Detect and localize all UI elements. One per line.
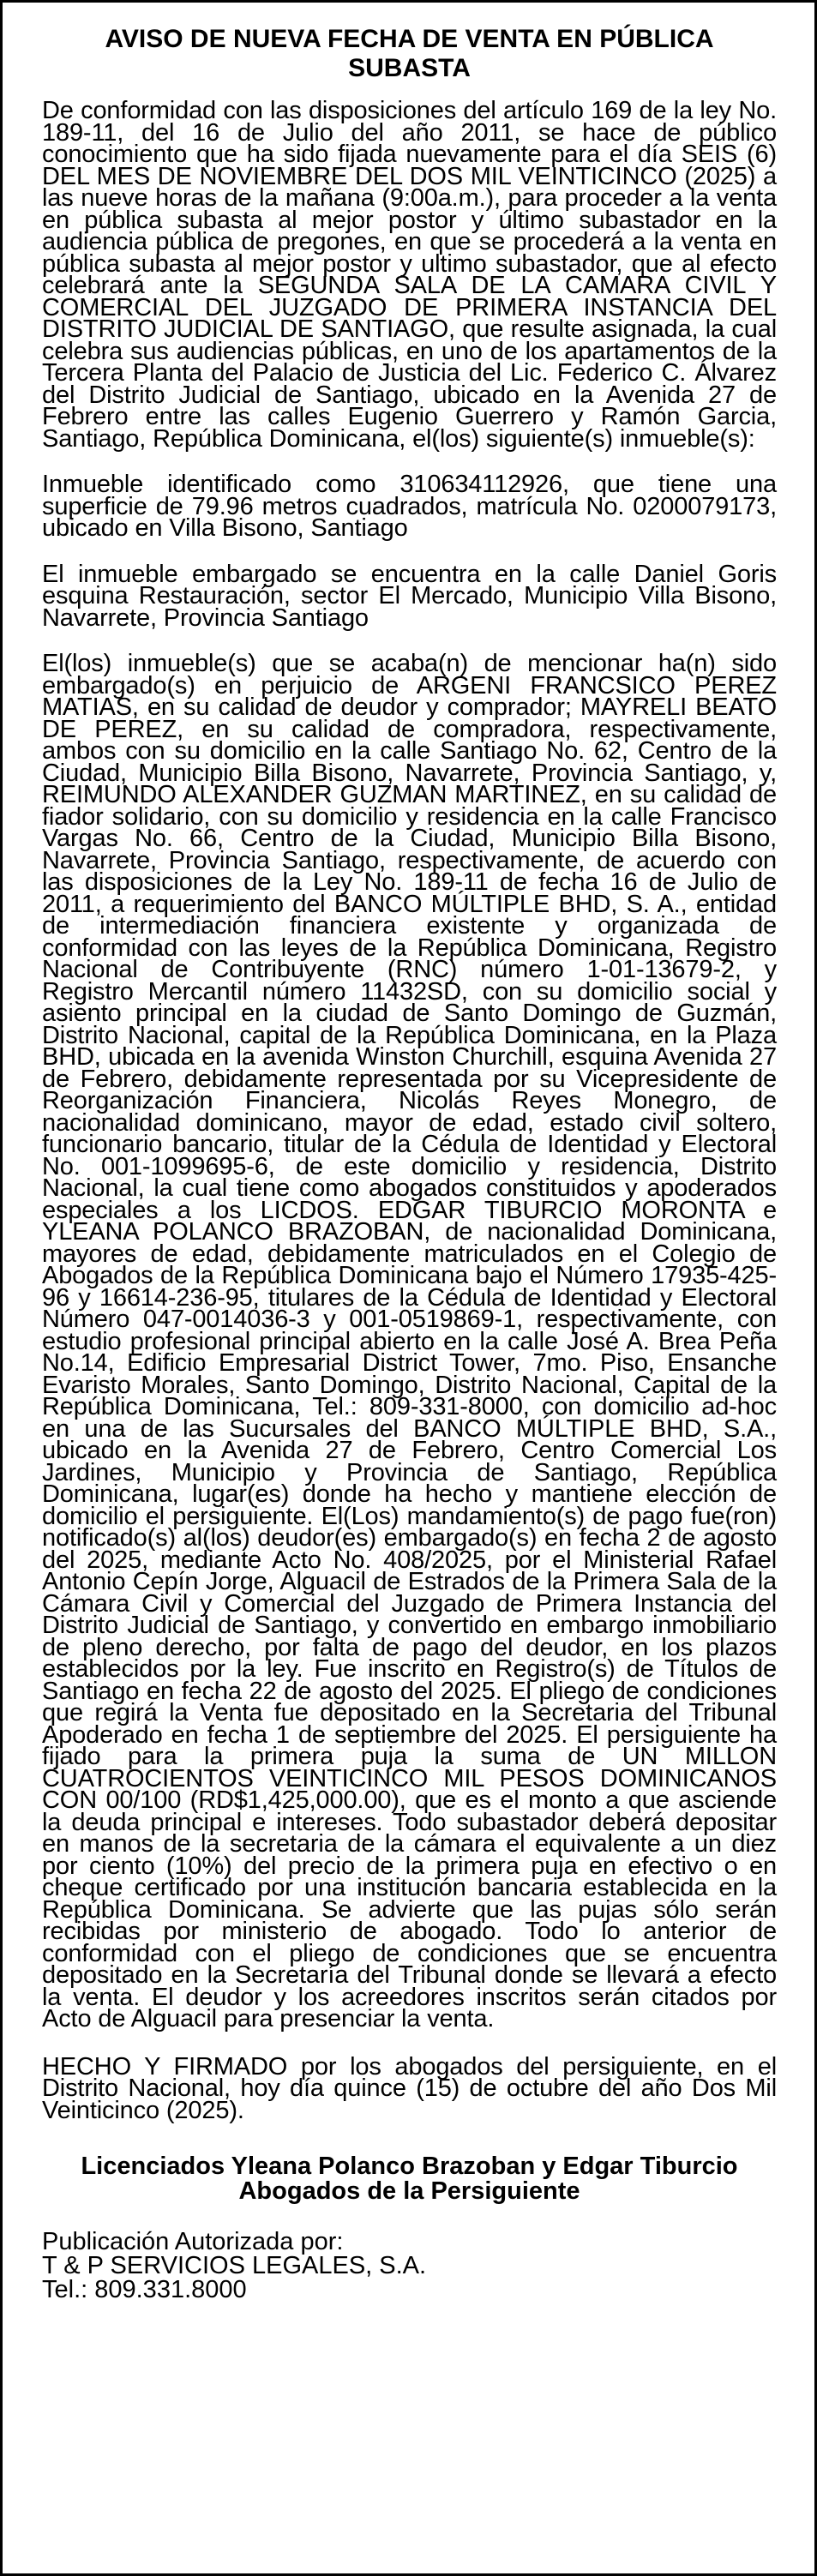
paragraph-auction-date: De conformidad con las disposiciones del artículo 169 de la ley No. 189-11, del 16 de Julio del año 2011, se hace de público conocimiento que ha sido fijada nuevamente para el día SEIS (6) DEL MES DE NOVIEMBRE DEL DOS MIL VEINTICINCO (2025) a las nueve horas de la mañana (9:00a.m.), para proceder a la venta en pública subasta al mejor postor y último subastador en la audiencia pública de pregones, en que se procederá a la venta en pública subasta al mejor postor y ultimo subastador, que al efecto celebrará ante la SEGUNDA SALA DE LA CAMARA CIVIL Y COMERCIAL DEL JUZGADO DE PRIMERA INSTANCIA DEL DISTRITO JUDICIAL DE SANTIAGO, que resulte asignada, la cual celebra sus audiencias públicas, en uno de los apartamentos de la Tercera Planta del Palacio de Justicia del Lic. Federico C. Álvarez del Distrito Judicial de Santiago, ubicado en la Avenida 27 de Febrero entre las calles Eugenio Guerrero y Ramón Garcia, Santiago, República Dominicana, el(los) siguiente(s) inmueble(s): [42,97,777,453]
paragraph-property-location: El inmueble embargado se encuentra en la calle Daniel Goris esquina Restauración, sector El Mercado, Municipio Villa Bisono, Navarrete, Provincia Santiago [42,560,777,632]
paragraph-signed: HECHO Y FIRMADO por los abogados del persiguiente, en el Distrito Nacional, hoy día quince (15) de octubre del año Dos Mil Veinticinco (2025). [42,2052,777,2124]
paragraph-property-id: Inmueble identificado como 310634112926, que tiene una superficie de 79.96 metros cuadrados, matrícula No. 0200079173, ubicado en Villa Bisono, Santiago [42,471,777,542]
publisher-label: Publicación Autorizada por: [42,2228,344,2255]
signature-role: Abogados de la Persiguiente [238,2177,580,2205]
signature-names: Licenciados Yleana Polanco Brazoban y Edgar Tiburcio [81,2153,738,2180]
signature-block [42,2154,777,2204]
notice-title: AVISO DE NUEVA FECHA DE VENTA EN PÚBLICA SUBASTA [105,25,714,82]
paragraph-seizure-details: El(los) inmueble(s) que se acaba(n) de mencionar ha(n) sido embargado(s) en perjuicio de ARGENI FRANCSICO PEREZ MATIAS, en su calidad de deudor y comprador; MAYRELI BEATO DE PEREZ, en su calidad de compradora, respectivamente, ambos con su domicilio en la calle Santiago No. 62, Centro de la Ciudad, Municipio Billa Bisono, Navarrete, Provincia Santiago, y, REIMUNDO ALEXANDER GUZMAN MARTINEZ, en su calidad de fiador solidario, con su domicilio y residencia en la calle Francisco Vargas No. 66, Centro de la Ciudad, Municipio Billa Bisono, Navarrete, Provincia Santiago, respectivamente, de acuerdo con las disposiciones de la Ley No. 189-11 de fecha 16 de Julio de 2011, a requerimiento del BANCO MÚLTIPLE BHD, S. A., entidad de intermediación financiera existente y organizada de conformidad con las leyes de la República Dominicana, Registro Nacional de Contribuyente (RNC) número 1-01-13679-2, y Registro Mercantil número 11432SD, con su domicilio social y asiento principal en la ciudad de Santo Domingo de Guzmán, Distrito Nacional, capital de la República Dominicana, en la Plaza BHD, ubicada en la avenida Winston Churchill, esquina Avenida 27 de Febrero, debidamente representada por su Vicepresidente de Reorganización Financiera, Nicolás Reyes Monegro, de nacionalidad dominicano, mayor de edad, estado civil soltero, funcionario bancario, titular de la Cédula de Identidad y Electoral No. 001-1099695-6, de este domicilio y residencia, Distrito Nacional, la cual tiene como abogados constituidos y apoderados especiales a los LICDOS. EDGAR TIBURCIO MORONTA e YLEANA POLANCO BRAZOBAN, de nacionalidad Dominicana, mayores de edad, debidamente matriculados en el Colegio de Abogados de la República Dominicana bajo el Número 17935-425-96 y 16614-236-95, titulares de la Cédula de Identidad y Electoral Número 047-0014036-3 y 001-0519869-1, respectivamente, con estudio profesional principal abierto en la calle José A. Brea Peña No.14, Edificio Empresarial District Tower, 7mo. Piso, Ensanche Evaristo Morales, Santo Domingo, Distrito Nacional, Capital de la República Dominicana, Tel.: 809-331-8000, con domicilio ad-hoc en una de las Sucursales del BANCO MÚLTIPLE BHD, S.A., ubicado en la Avenida 27 de Febrero, Centro Comercial Los Jardines, Municipio y Provincia de Santiago, República Dominicana, lugar(es) donde ha hecho y mantiene elección de domicilio el persiguiente. El(Los) mandamiento(s) de pago fue(ron) notificado(s) al(los) deudor(es) embargado(s) en fecha 2 de agosto del 2025, mediante Acto No. 408/2025, por el Ministerial Rafael Antonio Cepín Jorge, Alguacil de Estrados de la Primera Sala de la Cámara Civil y Comercial del Juzgado de Primera Instancia del Distrito Judicial de Santiago, y convertido en embargo inmobiliario de pleno derecho, por falta de pago del deudor, en los plazos establecidos por la ley. Fue inscrito en Registro(s) de Títulos de Santiago en fecha 22 de agosto del 2025. El pliego de condiciones que regirá la Venta fue depositado en la Secretaria del Tribunal Apoderado en fecha 1 de septiembre del 2025. El persiguiente ha fijado para la primera puja la suma de UN MILLON CUATROCIENTOS VEINTICINCO MIL PESOS DOMINICANOS CON 00/100 (RD$1,425,000.00), que es el monto a que asciende la deuda principal e intereses. Todo subastador deberá depositar en manos de la secretaria de la cámara el equivalente a un diez por ciento (10%) del precio de la primera puja en efectivo o en cheque certificado por una institución bancaria establecida en la República Dominicana. Se advierte que las pujas sólo serán recibidas por ministerio de abogado. Todo lo anterior de conformidad con el pliego de condiciones que se encuentra depositado en la Secretaría del Tribunal donde se llevará a efecto la venta. El deudor y los acreedores inscritos serán citados por Acto de Alguacil para presenciar la venta. [42,650,777,2033]
publisher-phone: Tel.: 809.331.8000 [42,2276,247,2303]
publisher-block [42,2230,777,2302]
publisher-name: T & P SERVICIOS LEGALES, S.A. [42,2252,427,2279]
